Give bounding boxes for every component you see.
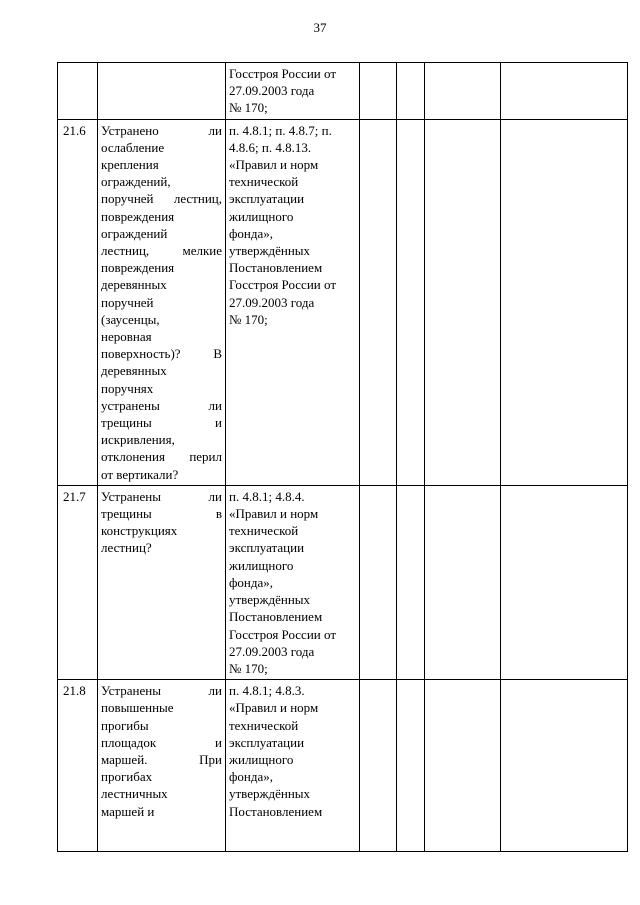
reference-text-line: Госстроя России от [229,277,337,293]
item-number-cell [58,63,98,120]
notes-cell [501,63,628,120]
reference-text-line: «Правил и норм [229,157,319,173]
question-text-line: маршей. При [101,751,222,767]
table-row [58,485,628,679]
requirement-question-cell [98,119,226,485]
question-text-line: деревянных [101,277,167,293]
item-number-cell: 21.8 [58,680,98,851]
question-text-line: искривления, [101,432,175,448]
question-text-line: лестниц? [101,540,152,556]
question-text-line: деревянных [101,363,167,379]
question-text-line: крепления [101,157,159,173]
table-row [58,119,628,485]
legal-reference-cell [226,680,360,851]
reference-text-line: жилищного [229,208,294,224]
reference-text-line: № 170; [229,311,268,327]
legal-reference-cell [226,485,360,679]
reference-text-line: фонда», [229,574,274,590]
reference-text-line: п. 4.8.1; п. 4.8.7; п. [229,122,332,138]
question-text-line: поручней лестниц, [101,191,222,207]
reference-text-line: № 170; [229,660,268,676]
question-text-line: лестниц, мелкие [101,243,222,259]
question-text-line: устранены ли [101,397,222,413]
question-text-line: ограждений, [101,174,171,190]
reference-text-line: утверждённых [229,786,311,802]
question-text-line: прогибах [101,769,153,785]
reference-text-line: Госстроя России от [229,66,337,81]
requirement-question-cell [98,485,226,679]
reference-text-line: утверждённых [229,243,311,259]
not-applicable-cell [425,119,501,485]
question-text-line: Устранены ли [101,488,222,504]
question-text-line: конструкциях [101,523,178,539]
table-row [58,63,628,120]
notes-cell [501,680,628,851]
question-text-line: отклонения перил [101,449,222,465]
requirement-question-cell [98,680,226,851]
question-text-line: маршей и [101,803,155,819]
reference-text-line: «Правил и норм [229,700,319,716]
reference-text-line: эксплуатации [229,191,305,207]
question-text-line: лестничных [101,786,168,802]
answer-yes-cell [360,680,397,851]
reference-text-line: п. 4.8.1; 4.8.3. [229,683,305,699]
question-text-line: от вертикали? [101,466,179,482]
reference-text-line: 27.09.2003 года [229,294,315,310]
reference-text-line: Госстроя России от [229,626,337,642]
reference-text-line: технической [229,174,299,190]
reference-text-line: № 170; [229,100,268,116]
question-text-line: (заусенцы, [101,311,160,327]
question-text-line: прогибы [101,717,149,733]
notes-cell [501,119,628,485]
reference-text-line: Постановлением [229,609,323,625]
table-row [58,680,628,851]
item-number-cell: 21.6 [58,119,98,485]
question-text-line: повреждения [101,208,175,224]
not-applicable-cell [425,680,501,851]
page-number: 37 [313,20,327,35]
question-text-line: трещины и [101,415,222,431]
reference-text-line: фонда», [229,225,274,241]
checklist-table [57,62,628,852]
reference-text-line: Постановлением [229,260,323,276]
answer-no-cell [397,63,425,120]
answer-yes-cell [360,63,397,120]
question-text-line: поручней [101,294,154,310]
not-applicable-cell [425,485,501,679]
answer-yes-cell [360,119,397,485]
reference-text-line: фонда», [229,769,274,785]
not-applicable-cell [425,63,501,120]
question-text-line: ослабление [101,139,165,155]
reference-text-line: п. 4.8.1; 4.8.4. [229,488,305,504]
question-text-line: ограждений [101,225,168,241]
reference-text-line: технической [229,717,299,733]
question-text-line: повышенные [101,700,174,716]
answer-no-cell [397,680,425,851]
question-text-line: трещины в [101,506,222,522]
reference-text-line: 4.8.6; п. 4.8.13. [229,139,312,155]
legal-reference-cell [226,119,360,485]
question-text-line: поверхность)? В [101,346,222,362]
question-text-line: поручнях [101,380,154,396]
reference-text-line: жилищного [229,557,294,573]
question-text-line: Устранены ли [101,683,222,699]
notes-cell [501,485,628,679]
question-text-line: Устранено ли [101,122,222,138]
reference-text-line: технической [229,523,299,539]
question-text-line: повреждения [101,260,175,276]
legal-reference-cell [226,63,360,120]
item-number-cell: 21.7 [58,485,98,679]
reference-text-line: 27.09.2003 года [229,643,315,659]
answer-yes-cell [360,485,397,679]
answer-no-cell [397,119,425,485]
question-text-line: неровная [101,329,152,345]
reference-text-line: эксплуатации [229,734,305,750]
reference-text-line: Постановлением [229,803,323,819]
reference-text-line: утверждённых [229,592,311,608]
checklist-table-body [58,63,628,852]
requirement-question-cell [98,63,226,120]
reference-text-line: 27.09.2003 года [229,83,315,99]
reference-text-line: «Правил и норм [229,506,319,522]
answer-no-cell [397,485,425,679]
reference-text-line: жилищного [229,751,294,767]
reference-text-line: эксплуатации [229,540,305,556]
question-text-line: площадок и [101,734,222,750]
